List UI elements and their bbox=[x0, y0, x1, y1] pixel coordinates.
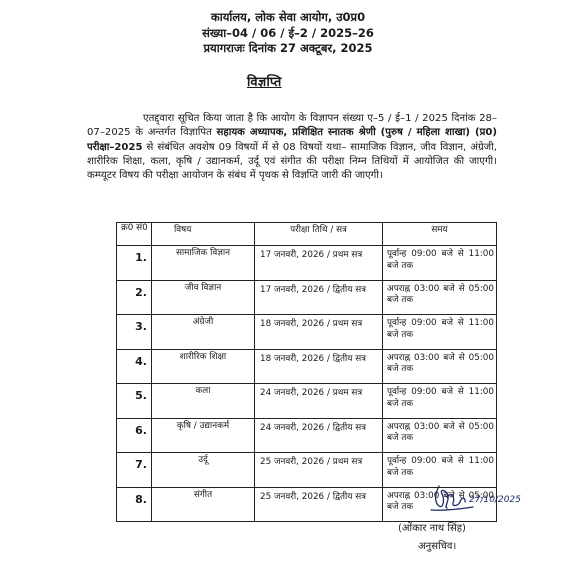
time-cell: अपराह्न 03:00 बजे से 05:00 बजे तक bbox=[383, 487, 497, 522]
date-session-cell: 18 जनवरी, 2026 / द्वितीय सत्र bbox=[255, 349, 383, 384]
subject-cell: अंग्रेजी bbox=[152, 315, 255, 350]
place-and-date: प्रयागराजः दिनांक 27 अक्टूबर, 2025 bbox=[203, 41, 373, 55]
table-row bbox=[117, 349, 497, 384]
serial-cell: 3. bbox=[117, 315, 152, 350]
subject-cell: कृषि / उद्यानकर्म bbox=[152, 418, 255, 453]
serial-cell: 8. bbox=[117, 487, 152, 522]
table-header-row bbox=[117, 223, 497, 246]
subject-cell: जीव विज्ञान bbox=[152, 280, 255, 315]
table-row bbox=[117, 418, 497, 453]
header-serial: क्र0 सं0 bbox=[117, 223, 152, 246]
date-session-cell: 25 जनवरी, 2026 / प्रथम सत्र bbox=[255, 453, 383, 488]
body-text-part2: से संबंधित अवशेष 09 विषयों में से 08 विषयों यथा– सामाजिक विज्ञान, जीव विज्ञान, अंग्रेजी, शारीरिक शिक्षा, कला, कृषि / उद्यानकर्म, उर्दू एवं संगीत की परीक्षा निम्न तिथियों में आयोजित की जाएगी। कम्प्यूटर विषय की परीक्षा आयोजन के संबंध में पृथक से विज्ञप्ति जारी की जाएगी। bbox=[87, 141, 497, 182]
signature-image bbox=[425, 480, 535, 520]
reference-number: संख्या–04 / 06 / ई–2 / 2025–26 bbox=[202, 26, 374, 40]
time-cell: पूर्वान्ह 09:00 बजे से 11:00 बजे तक bbox=[383, 246, 497, 281]
exam-schedule-table bbox=[116, 222, 497, 522]
serial-cell: 7. bbox=[117, 453, 152, 488]
header-subject: विषय bbox=[152, 223, 255, 246]
serial-cell: 4. bbox=[117, 349, 152, 384]
date-session-cell: 24 जनवरी, 2026 / प्रथम सत्र bbox=[255, 384, 383, 419]
date-session-cell: 24 जनवरी, 2026 / द्वितीय सत्र bbox=[255, 418, 383, 453]
time-cell: पूर्वान्ह 09:00 बजे से 11:00 बजे तक bbox=[383, 453, 497, 488]
time-cell: पूर्वान्ह 09:00 बजे से 11:00 बजे तक bbox=[383, 384, 497, 419]
time-cell: अपराह्न 03:00 बजे से 05:00 बजे तक bbox=[383, 418, 497, 453]
date-session-cell: 17 जनवरी, 2026 / प्रथम सत्र bbox=[255, 246, 383, 281]
date-session-cell: 17 जनवरी, 2026 / द्वितीय सत्र bbox=[255, 280, 383, 315]
serial-cell: 2. bbox=[117, 280, 152, 315]
office-name: कार्यालय, लोक सेवा आयोग, उ0प्र0 bbox=[210, 10, 366, 24]
header-time: समय bbox=[383, 223, 497, 246]
signatory-designation: अनुसचिव। bbox=[418, 541, 457, 552]
svg-text:27/10/2025: 27/10/2025 bbox=[469, 495, 521, 505]
table-row bbox=[117, 246, 497, 281]
time-cell: पूर्वान्ह 09:00 बजे से 11:00 बजे तक bbox=[383, 315, 497, 350]
time-cell: अपराह्न 03:00 बजे से 05:00 बजे तक bbox=[383, 280, 497, 315]
notice-title: विज्ञप्ति bbox=[247, 75, 282, 90]
serial-cell: 5. bbox=[117, 384, 152, 419]
serial-cell: 6. bbox=[117, 418, 152, 453]
subject-cell: उर्दू bbox=[152, 453, 255, 488]
serial-cell: 1. bbox=[117, 246, 152, 281]
subject-cell: सामाजिक विज्ञान bbox=[152, 246, 255, 281]
signatory-name: (ओंकार नाथ सिंह) bbox=[398, 523, 466, 534]
header-date-session: परीक्षा तिथि / सत्र bbox=[255, 223, 383, 246]
subject-cell: शारीरिक शिक्षा bbox=[152, 349, 255, 384]
body-text-part1: एतद्द्वारा सूचित किया जाता है कि आयोग के विज्ञापन संख्या ए–5 / ई–1 / 2025 दिनांक 28–07–2025 के अन्तर्गत विज्ञापित bbox=[87, 113, 497, 139]
subject-cell: संगीत bbox=[152, 487, 255, 522]
time-cell: अपराह्न 03:00 बजे से 05:00 बजे तक bbox=[383, 349, 497, 384]
table-row bbox=[117, 384, 497, 419]
notice-body bbox=[87, 112, 497, 183]
table-row bbox=[117, 315, 497, 350]
subject-cell: कला bbox=[152, 384, 255, 419]
body-exam-name: सहायक अध्यापक, प्रशिक्षित स्नातक श्रेणी (पुरुष / महिला शाखा) (प्र0) परीक्षा–2025 bbox=[87, 127, 497, 153]
table-row bbox=[117, 280, 497, 315]
date-session-cell: 18 जनवरी, 2026 / प्रथम सत्र bbox=[255, 315, 383, 350]
date-session-cell: 25 जनवरी, 2026 / द्वितीय सत्र bbox=[255, 487, 383, 522]
